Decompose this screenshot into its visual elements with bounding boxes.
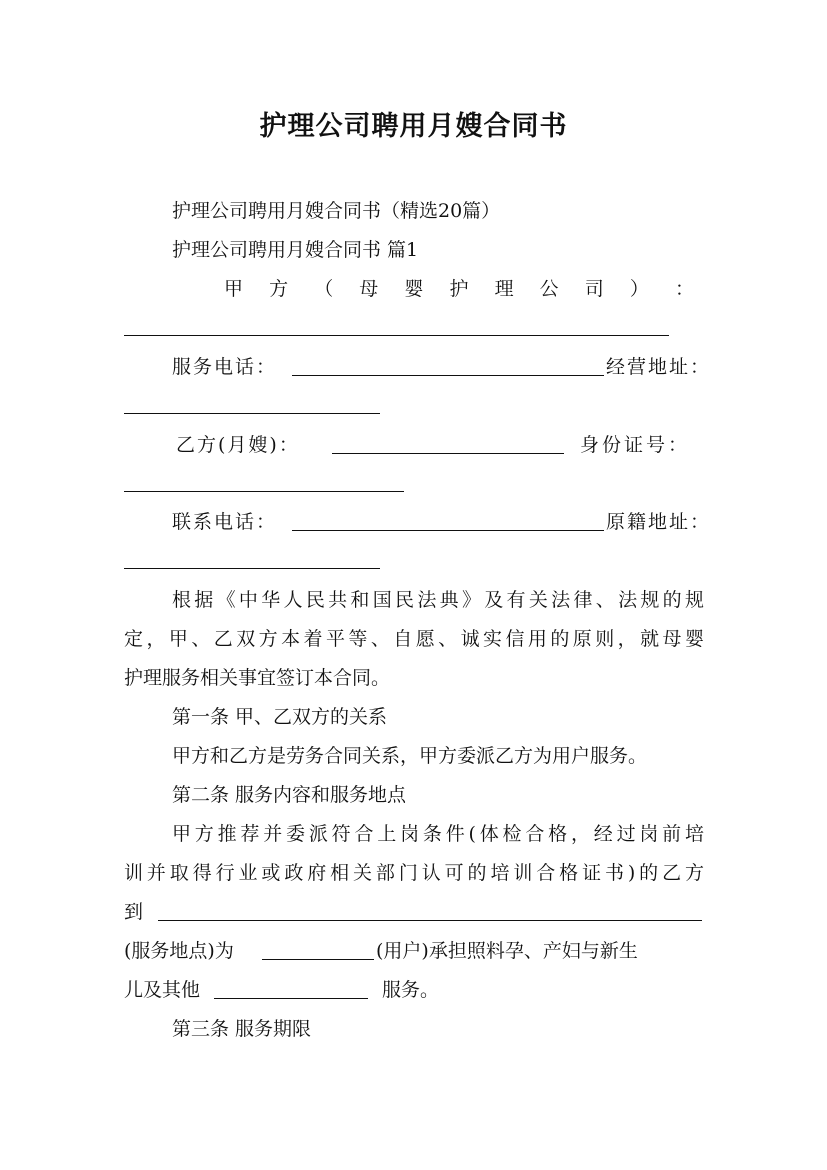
preamble-line-2: 定，甲、乙双方本着平等、自愿、诚实信用的原则，就母婴 bbox=[124, 628, 704, 650]
service-location-label: (服务地点)为 bbox=[124, 940, 234, 962]
business-address-label: 经营地址： bbox=[606, 356, 712, 378]
contact-phone-label: 联系电话： bbox=[172, 511, 278, 533]
other-services-label: 儿及其他 bbox=[124, 979, 201, 1001]
article-2-title: 第二条 服务内容和服务地点 bbox=[172, 784, 407, 806]
party-a-char: 护 bbox=[449, 278, 469, 300]
services-suffix: 服务。 bbox=[382, 979, 440, 1001]
document-subtitle: 护理公司聘用月嫂合同书（精选20篇） bbox=[172, 200, 501, 222]
party-a-char: ） bbox=[629, 278, 649, 300]
party-b-blank bbox=[332, 453, 564, 454]
article-3-title: 第三条 服务期限 bbox=[172, 1018, 312, 1040]
contact-phone-blank bbox=[292, 530, 604, 531]
preamble-line-1: 根据《中华人民共和国民法典》及有关法律、法规的规 bbox=[172, 589, 704, 611]
party-a-blank bbox=[124, 335, 669, 336]
service-location-blank bbox=[262, 959, 374, 960]
article-2-line-1: 甲方推荐并委派符合上岗条件(体检合格，经过岗前培 bbox=[172, 823, 704, 845]
party-a-line bbox=[224, 277, 694, 301]
id-number-label: 身份证号： bbox=[580, 434, 691, 456]
native-address-blank bbox=[124, 568, 380, 569]
party-a-char: 公 bbox=[539, 278, 559, 300]
party-a-char: 婴 bbox=[404, 278, 424, 300]
party-a-char: 方 bbox=[269, 278, 289, 300]
service-phone-blank bbox=[292, 375, 604, 376]
party-a-char: （ bbox=[314, 278, 334, 300]
business-address-blank bbox=[124, 413, 380, 414]
party-a-char: 母 bbox=[359, 278, 379, 300]
other-services-blank bbox=[214, 998, 368, 999]
party-b-label: 乙方(月嫂)： bbox=[176, 434, 300, 456]
preamble-line-3: 护理服务相关事宜签订本合同。 bbox=[124, 667, 391, 689]
chapter-heading: 护理公司聘用月嫂合同书 篇1 bbox=[172, 239, 419, 261]
party-a-char: 理 bbox=[494, 278, 514, 300]
party-a-char: ： bbox=[674, 278, 694, 300]
article-2-line-3: 到 bbox=[124, 901, 144, 923]
native-address-label: 原籍地址： bbox=[606, 511, 712, 533]
article-2-line-2: 训并取得行业或政府相关部门认可的培训合格证书)的乙方 bbox=[124, 862, 704, 884]
article-1-title: 第一条 甲、乙双方的关系 bbox=[172, 706, 388, 728]
article-1-body: 甲方和乙方是劳务合同关系，甲方委派乙方为用户服务。 bbox=[172, 745, 648, 767]
page-title: 护理公司聘用月嫂合同书 bbox=[259, 111, 568, 142]
service-destination-blank bbox=[158, 920, 702, 921]
service-phone-label: 服务电话： bbox=[172, 356, 278, 378]
party-a-char: 甲 bbox=[224, 278, 244, 300]
id-number-blank bbox=[124, 491, 404, 492]
user-duty-text: (用户)承担照料孕、产妇与新生 bbox=[376, 940, 638, 962]
party-a-char: 司 bbox=[584, 278, 604, 300]
